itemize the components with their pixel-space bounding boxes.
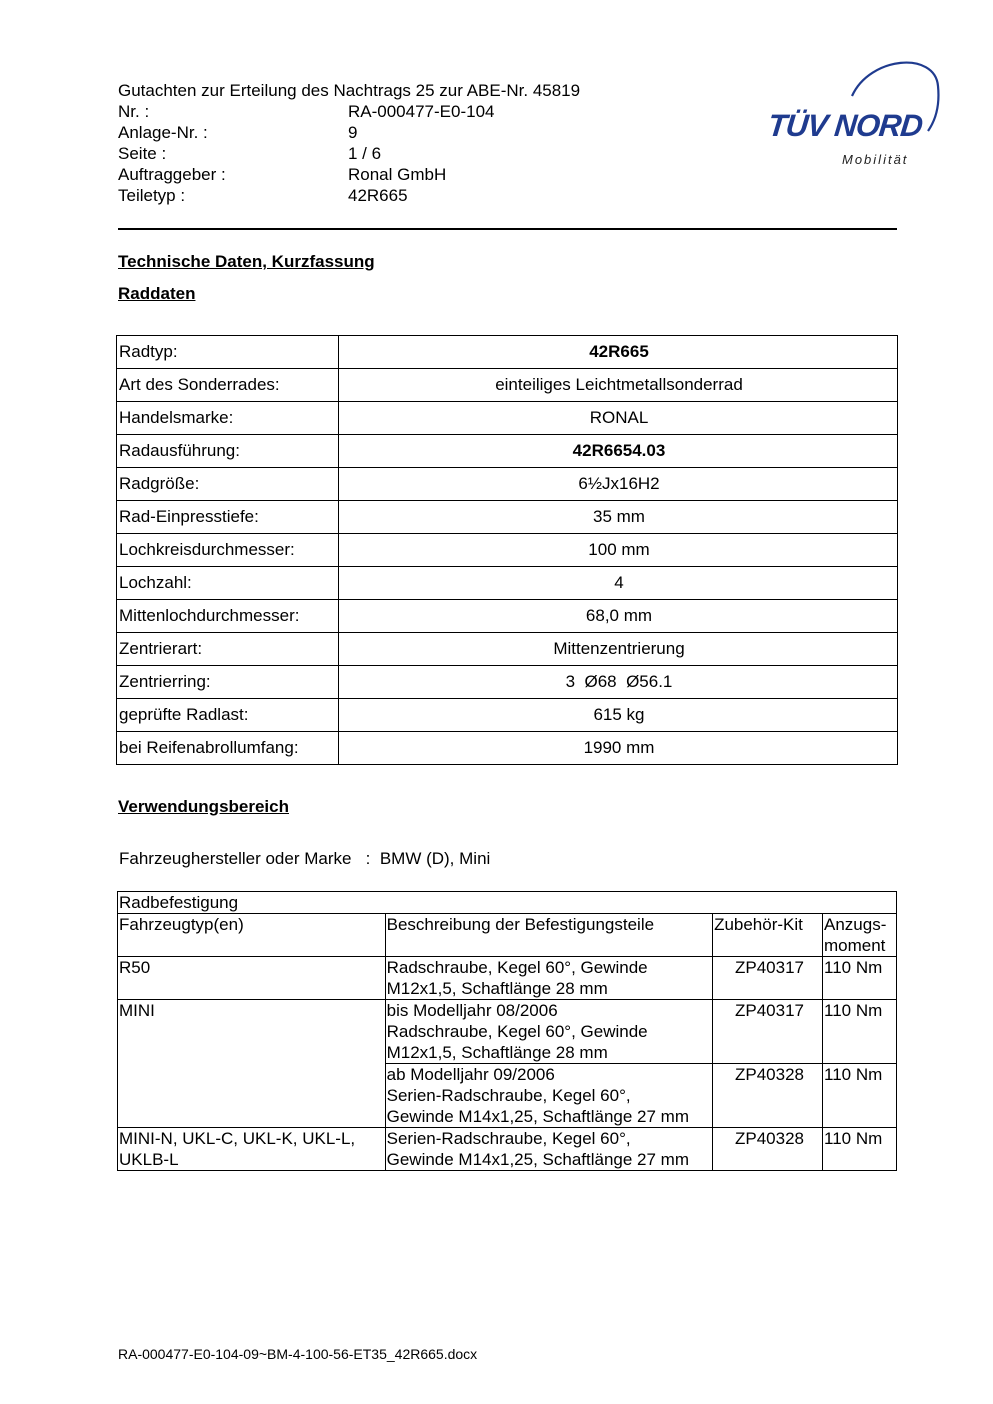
torque: 110 Nm xyxy=(823,1064,897,1128)
section-heading-technical: Technische Daten, Kurzfassung xyxy=(118,252,375,271)
wheel-data-label: Zentrierring: xyxy=(117,666,339,699)
wheel-data-label: Radgröße: xyxy=(117,468,339,501)
wheel-data-label: Radtyp: xyxy=(117,336,339,369)
accessory-kit: ZP40317 xyxy=(713,1000,823,1064)
torque: 110 Nm xyxy=(823,1128,897,1171)
manufacturer-value: BMW (D), Mini xyxy=(379,849,491,868)
vehicle-type: R50 xyxy=(118,957,386,1000)
wheel-data-label: Art des Sonderrades: xyxy=(117,369,339,402)
table-row xyxy=(117,732,898,765)
manufacturer-separator: : xyxy=(365,849,371,868)
wheel-data-value: 615 kg xyxy=(339,699,898,732)
header-value: Ronal GmbH xyxy=(348,165,447,184)
wheel-data-value: Mittenzentrierung xyxy=(339,633,898,666)
table-row xyxy=(117,369,898,402)
fixing-header-row xyxy=(118,914,897,957)
table-row xyxy=(117,336,898,369)
table-row xyxy=(117,468,898,501)
header-row-anlage xyxy=(118,122,678,143)
header-value: 1 / 6 xyxy=(348,144,382,163)
vehicle-type: MINI xyxy=(118,1000,386,1128)
header-value: 42R665 xyxy=(348,186,408,205)
fixing-title: Radbefestigung xyxy=(118,892,897,914)
header-vehicle-type: Fahrzeugtyp(en) xyxy=(118,914,386,957)
header-row-seite xyxy=(118,143,678,164)
table-row xyxy=(118,1128,897,1171)
tuev-nord-logo xyxy=(760,56,950,176)
wheel-data-label: Mittenlochdurchmesser: xyxy=(117,600,339,633)
table-row xyxy=(117,534,898,567)
table-row xyxy=(117,633,898,666)
wheel-data-label: Lochkreisdurchmesser: xyxy=(117,534,339,567)
wheel-data-value: 35 mm xyxy=(339,501,898,534)
document-title: Gutachten zur Erteilung des Nachtrags 25 zur ABE-Nr. 45819 xyxy=(118,81,581,100)
header-label: Anlage-Nr. : xyxy=(118,123,208,142)
wheel-data-value: 42R665 xyxy=(339,336,898,369)
table-row xyxy=(117,600,898,633)
table-row xyxy=(117,501,898,534)
wheel-data-value: 100 mm xyxy=(339,534,898,567)
table-row xyxy=(118,1000,897,1064)
header-value: 9 xyxy=(348,123,358,142)
wheel-data-value: 1990 mm xyxy=(339,732,898,765)
header-row-teiletyp xyxy=(118,185,678,206)
header-label: Seite : xyxy=(118,144,167,163)
wheel-data-value: RONAL xyxy=(339,402,898,435)
header-torque: Anzugs- moment xyxy=(823,914,897,957)
wheel-data-value: 6½Jx16H2 xyxy=(339,468,898,501)
manufacturer-line xyxy=(119,849,490,869)
wheel-data-label: bei Reifenabrollumfang: xyxy=(117,732,339,765)
section-heading-usage: Verwendungsbereich xyxy=(118,797,289,816)
fixing-description: Serien-Radschraube, Kegel 60°, Gewinde M14x1,25, Schaftlänge 27 mm xyxy=(385,1128,712,1171)
wheel-data-table xyxy=(116,335,898,765)
header-kit: Zubehör-Kit xyxy=(713,914,823,957)
wheel-data-label: Radausführung: xyxy=(117,435,339,468)
header-divider xyxy=(118,228,897,230)
vehicle-type: MINI-N, UKL-C, UKL-K, UKL-L, UKLB-L xyxy=(118,1128,386,1171)
header-row-nr xyxy=(118,101,678,122)
wheel-data-value: 42R6654.03 xyxy=(339,435,898,468)
wheel-data-label: Rad-Einpresstiefe: xyxy=(117,501,339,534)
accessory-kit: ZP40328 xyxy=(713,1064,823,1128)
header-label: Auftraggeber : xyxy=(118,165,226,184)
wheel-fixing-table xyxy=(117,891,897,1171)
manufacturer-label: Fahrzeughersteller oder Marke xyxy=(119,849,352,868)
fixing-description: bis Modelljahr 08/2006 Radschraube, Kegel 60°, Gewinde M12x1,5, Schaftlänge 28 mm xyxy=(385,1000,712,1064)
wheel-data-label: geprüfte Radlast: xyxy=(117,699,339,732)
wheel-data-label: Handelsmarke: xyxy=(117,402,339,435)
table-row xyxy=(117,666,898,699)
wheel-data-value: einteiliges Leichtmetallsonderrad xyxy=(339,369,898,402)
fixing-title-row xyxy=(118,892,897,914)
header-row-auftraggeber xyxy=(118,164,678,185)
header-description: Beschreibung der Befestigungsteile xyxy=(385,914,712,957)
header-label: Nr. : xyxy=(118,102,150,121)
wheel-data-label: Lochzahl: xyxy=(117,567,339,600)
table-row xyxy=(117,402,898,435)
fixing-description: ab Modelljahr 09/2006 Serien-Radschraube, Kegel 60°, Gewinde M14x1,25, Schaftlänge 27 mm xyxy=(385,1064,712,1128)
wheel-data-label: Zentrierart: xyxy=(117,633,339,666)
logo-brand: TÜV NORD xyxy=(766,108,924,143)
section-heading-wheel: Raddaten xyxy=(118,284,196,303)
header-value: RA-000477-E0-104 xyxy=(348,102,495,121)
footer-filename: RA-000477-E0-104-09~BM-4-100-56-ET35_42R665.docx xyxy=(118,1346,478,1362)
logo-subtitle: Mobilität xyxy=(842,152,909,167)
wheel-data-value: 3 Ø68 Ø56.1 xyxy=(339,666,898,699)
document-header xyxy=(118,80,678,206)
accessory-kit: ZP40317 xyxy=(713,957,823,1000)
torque: 110 Nm xyxy=(823,1000,897,1064)
table-row xyxy=(117,435,898,468)
table-row xyxy=(118,957,897,1000)
torque: 110 Nm xyxy=(823,957,897,1000)
wheel-data-value: 68,0 mm xyxy=(339,600,898,633)
wheel-data-value: 4 xyxy=(339,567,898,600)
accessory-kit: ZP40328 xyxy=(713,1128,823,1171)
fixing-description: Radschraube, Kegel 60°, Gewinde M12x1,5, Schaftlänge 28 mm xyxy=(385,957,712,1000)
table-row xyxy=(117,699,898,732)
header-label: Teiletyp : xyxy=(118,186,186,205)
table-row xyxy=(117,567,898,600)
